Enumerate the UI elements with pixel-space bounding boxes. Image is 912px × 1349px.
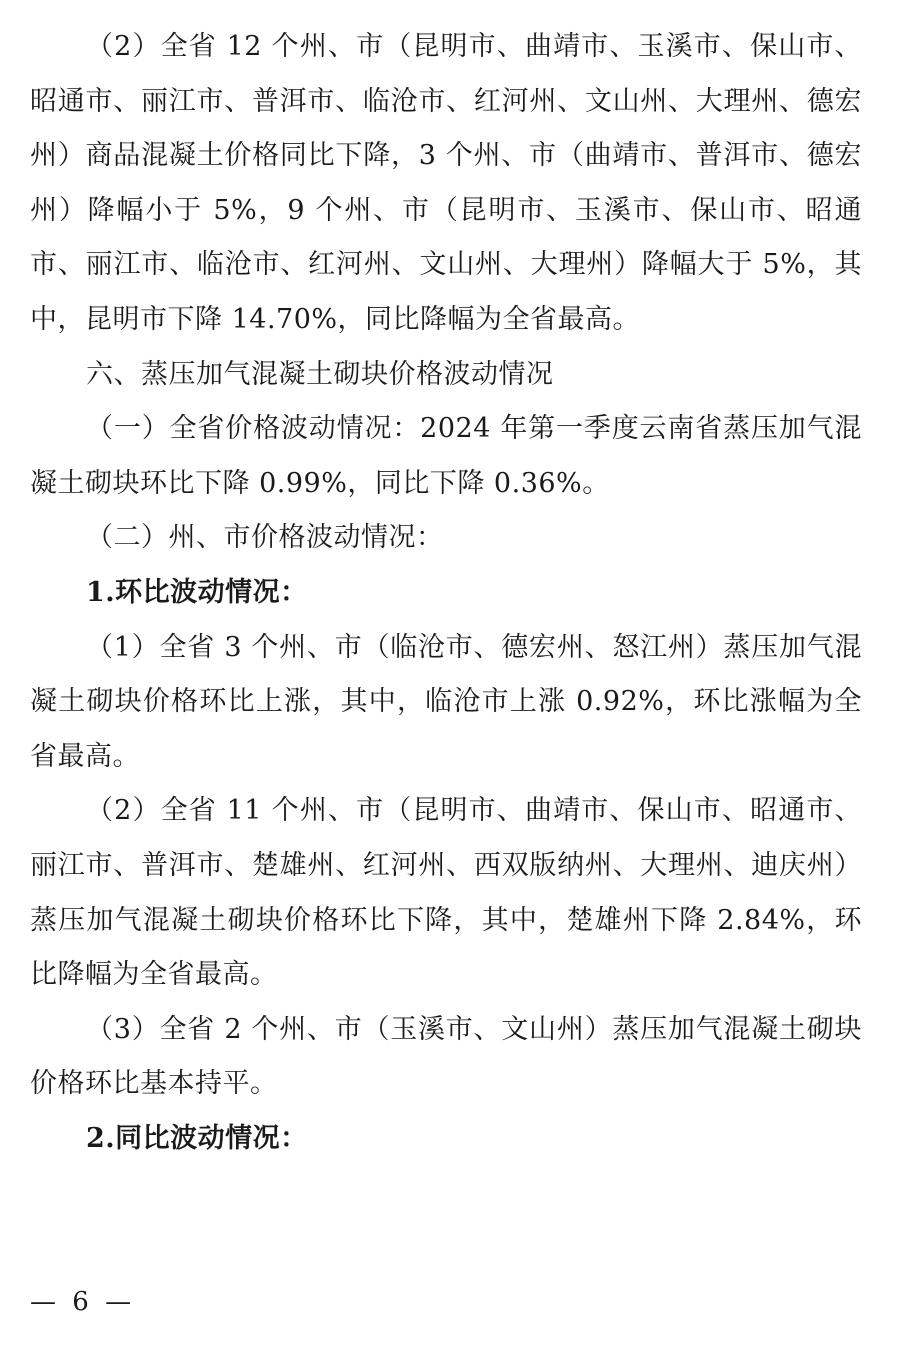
- paragraph-province-fluctuation: （一）全省价格波动情况：2024 年第一季度云南省蒸压加气混凝土砌块环比下降 0.99%，同比下降 0.36%。: [30, 413, 862, 499]
- subheading-yoy: 2.同比波动情况：: [86, 1122, 308, 1154]
- document-body: [30, 20, 862, 1166]
- section-heading-aerated-block: 六、蒸压加气混凝土砌块价格波动情况: [86, 358, 554, 390]
- paragraph-concrete-yoy: （2）全省 12 个州、市（昆明市、曲靖市、玉溪市、保山市、昭通市、丽江市、普洱市、临沧市、红河州、文山州、大理州、德宏州）商品混凝土价格同比下降，3 个州、市（曲靖市、普洱市、德宏州）降幅小于 5%，9 个州、市（昆明市、玉溪市、保山市、昭通市、丽江市、临沧市、红河州、文山州、大理州）降幅大于 5%，其中，昆明市下降 14.70%，同比降幅为全省最高。: [30, 31, 862, 335]
- subheading-mom: 1.环比波动情况：: [86, 576, 308, 608]
- page-number: — 6 —: [30, 1287, 136, 1317]
- paragraph-mom-rise: （1）全省 3 个州、市（临沧市、德宏州、怒江州）蒸压加气混凝土砌块价格环比上涨，其中，临沧市上涨 0.92%，环比涨幅为全省最高。: [30, 631, 862, 772]
- paragraph-mom-fall: （2）全省 11 个州、市（昆明市、曲靖市、保山市、昭通市、丽江市、普洱市、楚雄州、红河州、西双版纳州、大理州、迪庆州）蒸压加气混凝土砌块价格环比下降，其中，楚雄州下降 2.84%，环比降幅为全省最高。: [30, 795, 862, 991]
- paragraph-prefecture-fluctuation: （二）州、市价格波动情况：: [86, 522, 444, 554]
- paragraph-mom-flat: （3）全省 2 个州、市（玉溪市、文山州）蒸压加气混凝土砌块价格环比基本持平。: [30, 1013, 862, 1100]
